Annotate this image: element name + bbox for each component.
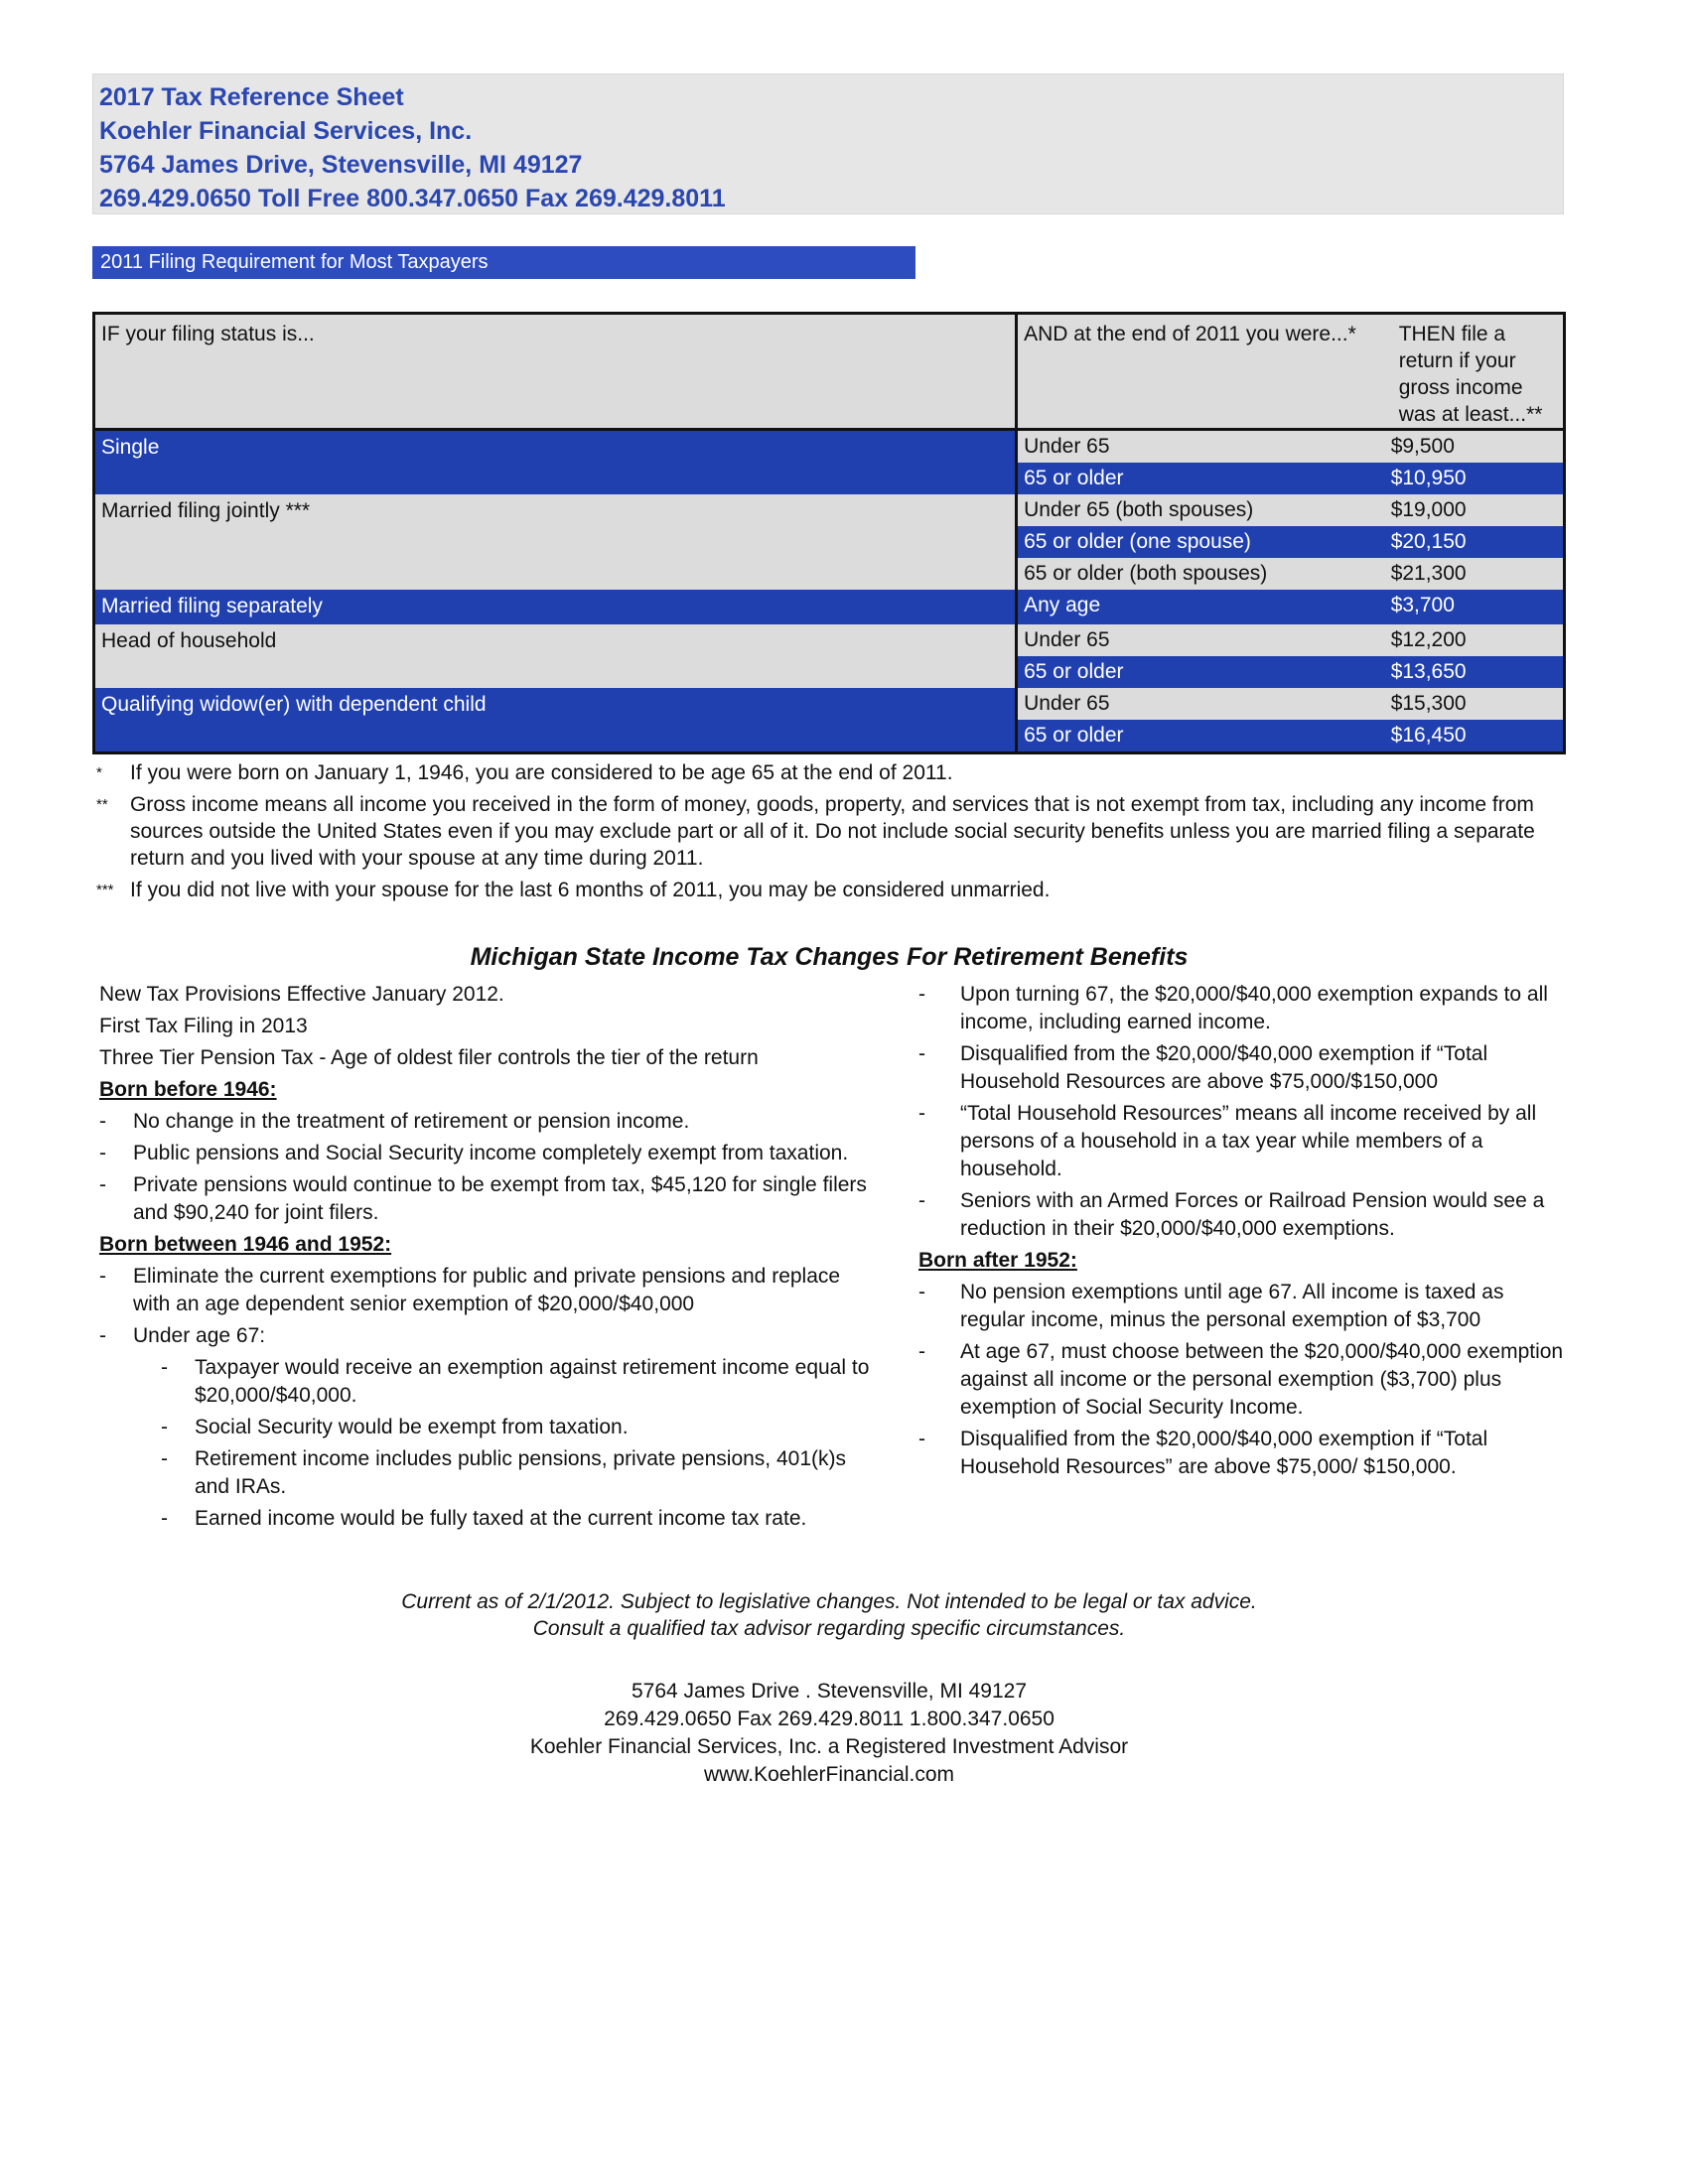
list-item: - Disqualified from the $20,000/$40,000 exemption if “Total Household Resources” are above $75,000/ $150,000. [918, 1428, 1488, 1478]
age-cell: Under 65 [1017, 688, 1385, 720]
footnote [96, 791, 1546, 872]
michigan-right-column [918, 981, 1574, 1485]
list-item-text: At age 67, must choose between the $20,000/$40,000 exemption against all income or the personal exemption ($3,700) plus exemption of Social Security Income. [960, 1340, 1564, 1419]
michigan-section-title: Michigan State Income Tax Changes For Retirement Benefits [470, 943, 1189, 971]
status-cell: Head of household [94, 624, 1017, 688]
born-after-1952-heading: Born after 1952: [918, 1249, 1077, 1272]
header-filing-status: IF your filing status is... [94, 314, 1017, 430]
header-gross-income: THEN file a return if your gross income was at least...** [1385, 314, 1565, 430]
footnote-text: If you did not live with your spouse for the last 6 months of 2011, you may be considered unmarried. [130, 879, 1051, 901]
company-name: Koehler Financial Services, Inc. [99, 117, 473, 145]
status-cell: Single [94, 430, 1017, 495]
amount-cell: $16,450 [1385, 720, 1565, 753]
list-item: - Public pensions and Social Security income completely exempt from taxation. [99, 1142, 849, 1164]
disclaimer [0, 1588, 1658, 1642]
footnote-text: If you were born on January 1, 1946, you are considered to be age 65 at the end of 2011. [130, 761, 953, 784]
list-item: - Upon turning 67, the $20,000/$40,000 exemption expands to all income, including earned income. [918, 983, 1548, 1033]
amount-cell: $3,700 [1385, 590, 1565, 624]
amount-cell: $21,300 [1385, 558, 1565, 590]
sub-list-item-text: Taxpayer would receive an exemption against retirement income equal to $20,000/$40,000. [195, 1356, 870, 1407]
list-item: - No change in the treatment of retirement or pension income. [99, 1110, 690, 1133]
amount-cell: $9,500 [1385, 430, 1565, 464]
footer-website[interactable]: www.KoehlerFinancial.com [703, 1763, 955, 1786]
footnote-text: Gross income means all income you received in the form of money, goods, property, and services that is not exempt from tax, including any income from sources outside the United States even if you may exclude part or all of it. Do not include social security benefits unless you are married filing a separate return and you lived with your spouse at any time during 2011. [130, 793, 1535, 870]
intro-line: First Tax Filing in 2013 [99, 1015, 308, 1037]
table-row [94, 688, 1565, 720]
age-cell: Under 65 (both spouses) [1017, 494, 1385, 526]
sub-list-item-text: Social Security would be exempt from taxation. [195, 1416, 629, 1438]
letterhead [92, 73, 1564, 214]
sub-list-item: - Retirement income includes public pensions, private pensions, 401(k)s and IRAs. [161, 1447, 847, 1498]
list-item: - No pension exemptions until age 67. All income is taxed as regular income, minus the personal exemption of $3,700 [918, 1281, 1504, 1331]
amount-cell: $13,650 [1385, 656, 1565, 688]
disclaimer-line: Current as of 2/1/2012. Subject to legislative changes. Not intended to be legal or tax advice. [401, 1590, 1257, 1613]
status-cell: Married filing jointly *** [94, 494, 1017, 590]
list-item-text: No pension exemptions until age 67. All income is taxed as regular income, minus the personal exemption of $3,700 [960, 1281, 1504, 1331]
footnote [96, 877, 1546, 903]
footnote-mark: *** [96, 882, 114, 898]
list-item-text: Disqualified from the $20,000/$40,000 exemption if “Total Household Resources” are above $75,000/ $150,000. [960, 1428, 1488, 1478]
age-cell: 65 or older [1017, 463, 1385, 494]
list-item-text: Eliminate the current exemptions for public and private pensions and replace with an age dependent senior exemption of $20,000/$40,000 [133, 1265, 841, 1315]
filing-requirements-table [92, 312, 1566, 754]
disclaimer-line: Consult a qualified tax advisor regarding specific circumstances. [532, 1617, 1126, 1640]
table-row [94, 624, 1565, 656]
intro-line: New Tax Provisions Effective January 2012. [99, 983, 504, 1006]
footnote-mark: * [96, 764, 102, 781]
company-phones: 269.429.0650 Toll Free 800.347.0650 Fax 269.429.8011 [99, 185, 726, 212]
status-cell: Qualifying widow(er) with dependent child [94, 688, 1017, 753]
age-cell: 65 or older (one spouse) [1017, 526, 1385, 558]
amount-cell: $19,000 [1385, 494, 1565, 526]
amount-cell: $20,150 [1385, 526, 1565, 558]
table-row [94, 430, 1565, 464]
sub-list-item-text: Retirement income includes public pensions, private pensions, 401(k)s and IRAs. [195, 1447, 847, 1498]
michigan-left-column [99, 981, 874, 1537]
list-item: - Seniors with an Armed Forces or Railroad Pension would see a reduction in their $20,000/$40,000 exemptions. [918, 1189, 1545, 1240]
age-cell: 65 or older [1017, 656, 1385, 688]
sub-list-item: - Earned income would be fully taxed at the current income tax rate. [161, 1507, 807, 1530]
list-item-text: Disqualified from the $20,000/$40,000 exemption if “Total Household Resources are above $75,000/$150,000 [960, 1042, 1488, 1093]
footer-contact [0, 1678, 1658, 1789]
section-title: 2011 Filing Requirement for Most Taxpayers [92, 246, 915, 279]
age-cell: 65 or older (both spouses) [1017, 558, 1385, 590]
list-item-text: Under age 67: [133, 1324, 266, 1347]
table-row [94, 494, 1565, 526]
header-age: AND at the end of 2011 you were...* [1017, 314, 1385, 430]
amount-cell: $12,200 [1385, 624, 1565, 656]
sheet-title: 2017 Tax Reference Sheet [99, 83, 404, 111]
born-between-heading: Born between 1946 and 1952: [99, 1233, 392, 1256]
list-item-text: Public pensions and Social Security income completely exempt from taxation. [133, 1142, 849, 1164]
list-item-text: No change in the treatment of retirement or pension income. [133, 1110, 690, 1133]
footnotes [96, 759, 1546, 908]
list-item: - Under age 67: [99, 1324, 266, 1347]
age-cell: 65 or older [1017, 720, 1385, 753]
intro-line: Three Tier Pension Tax - Age of oldest filer controls the tier of the return [99, 1046, 759, 1069]
footnote-mark: ** [96, 796, 108, 813]
table-header-row [94, 314, 1565, 430]
sub-list-item-text: Earned income would be fully taxed at the current income tax rate. [195, 1507, 807, 1530]
list-item-text: Seniors with an Armed Forces or Railroad Pension would see a reduction in their $20,000/$40,000 exemptions. [960, 1189, 1545, 1240]
list-item: - “Total Household Resources” means all income received by all persons of a household in a tax year while members of a household. [918, 1102, 1537, 1180]
list-item-text: “Total Household Resources” means all income received by all persons of a household in a tax year while members of a household. [960, 1102, 1537, 1180]
footer-firm: Koehler Financial Services, Inc. a Registered Investment Advisor [529, 1735, 1129, 1758]
list-item-text: Upon turning 67, the $20,000/$40,000 exemption expands to all income, including earned income. [960, 983, 1548, 1033]
born-before-1946-heading: Born before 1946: [99, 1078, 277, 1101]
footer-phones: 269.429.0650 Fax 269.429.8011 1.800.347.0650 [604, 1707, 1055, 1730]
list-item: - At age 67, must choose between the $20,000/$40,000 exemption against all income or the personal exemption ($3,700) plus exemption of Social Security Income. [918, 1340, 1564, 1419]
sub-list-item: - Taxpayer would receive an exemption against retirement income equal to $20,000/$40,000. [161, 1356, 870, 1407]
list-item: - Disqualified from the $20,000/$40,000 exemption if “Total Household Resources are above $75,000/$150,000 [918, 1042, 1488, 1093]
amount-cell: $10,950 [1385, 463, 1565, 494]
sub-list-item: - Social Security would be exempt from taxation. [161, 1416, 629, 1438]
table-row [94, 590, 1565, 624]
footnote [96, 759, 1546, 786]
amount-cell: $15,300 [1385, 688, 1565, 720]
age-cell: Under 65 [1017, 624, 1385, 656]
company-address: 5764 James Drive, Stevensville, MI 49127 [99, 151, 583, 179]
status-cell: Married filing separately [94, 590, 1017, 624]
age-cell: Any age [1017, 590, 1385, 624]
age-cell: Under 65 [1017, 430, 1385, 464]
list-item: - Eliminate the current exemptions for public and private pensions and replace with an age dependent senior exemption of $20,000/$40,000 [99, 1265, 841, 1315]
footer-address: 5764 James Drive . Stevensville, MI 49127 [631, 1680, 1028, 1703]
list-item: - Private pensions would continue to be exempt from tax, $45,120 for single filers and $90,240 for joint filers. [99, 1173, 867, 1224]
list-item-text: Private pensions would continue to be exempt from tax, $45,120 for single filers and $90,240 for joint filers. [133, 1173, 867, 1224]
